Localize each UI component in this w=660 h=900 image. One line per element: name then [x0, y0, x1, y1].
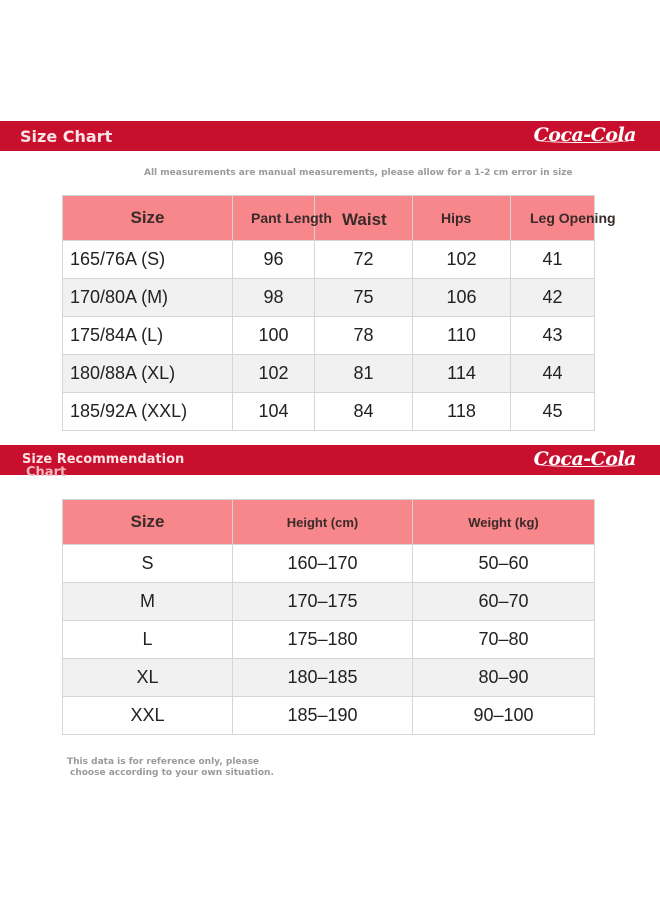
table-row	[63, 393, 595, 431]
table-row	[63, 355, 595, 393]
size-cell: 175/84A (L)	[63, 317, 233, 355]
size-chart-title: Size Chart	[20, 127, 113, 146]
table-row	[63, 279, 595, 317]
weight-cell: 60–70	[413, 583, 595, 621]
hips-cell: 114	[413, 355, 511, 393]
size-chart-banner	[0, 121, 660, 151]
brand-logo	[534, 124, 636, 146]
leg-opening-cell: 44	[511, 355, 595, 393]
reference-note-line2: choose according to your own situation.	[70, 768, 274, 778]
header-size: Size	[63, 500, 233, 545]
height-cell: 175–180	[233, 621, 413, 659]
recommendation-title-line2: Chart	[26, 465, 67, 480]
header-waist-label: Waist	[342, 210, 387, 229]
header-pant-length	[233, 196, 332, 241]
size-cell: 185/92A (XXL)	[63, 393, 233, 431]
leg-opening-cell: 41	[511, 241, 595, 279]
table-row	[63, 659, 595, 697]
size-cell: XL	[63, 659, 233, 697]
size-cell: 170/80A (M)	[63, 279, 233, 317]
pant-length-cell: 98	[233, 279, 315, 317]
pant-length-cell: 102	[233, 355, 315, 393]
hips-cell: 118	[413, 393, 511, 431]
waist-cell: 81	[315, 355, 413, 393]
recommendation-table	[62, 499, 595, 735]
waist-cell: 84	[315, 393, 413, 431]
leg-opening-cell: 45	[511, 393, 595, 431]
header-hips-label: Hips	[441, 210, 472, 226]
header-leg-opening	[511, 196, 616, 241]
weight-cell: 70–80	[413, 621, 595, 659]
recommendation-title-line1: Size Recommendation	[22, 452, 185, 467]
reference-note-line1: This data is for reference only, please	[67, 757, 260, 767]
size-cell: S	[63, 545, 233, 583]
table-row	[63, 545, 595, 583]
height-cell: 160–170	[233, 545, 413, 583]
recommendation-header-row	[63, 500, 595, 545]
header-pant-length-label: Pant Length	[251, 210, 332, 226]
waist-cell: 72	[315, 241, 413, 279]
hips-cell: 102	[413, 241, 511, 279]
table-row	[63, 621, 595, 659]
weight-cell: 90–100	[413, 697, 595, 735]
brand-logo-text: Coca-Cola	[533, 448, 636, 470]
table-row	[63, 697, 595, 735]
size-cell: XXL	[63, 697, 233, 735]
recommendation-title	[22, 453, 184, 479]
brand-logo	[534, 448, 636, 470]
header-size: Size	[63, 196, 233, 241]
size-chart-header-row	[63, 196, 595, 241]
table-row	[63, 241, 595, 279]
table-row	[63, 583, 595, 621]
pant-length-cell: 100	[233, 317, 315, 355]
hips-cell: 106	[413, 279, 511, 317]
reference-note	[67, 757, 274, 779]
brand-logo-text: Coca-Cola	[533, 124, 636, 146]
size-cell: 165/76A (S)	[63, 241, 233, 279]
table-row	[63, 317, 595, 355]
leg-opening-cell: 42	[511, 279, 595, 317]
header-leg-opening-label: Leg Opening	[530, 210, 616, 226]
weight-cell: 50–60	[413, 545, 595, 583]
recommendation-banner	[0, 445, 660, 480]
hips-cell: 110	[413, 317, 511, 355]
height-cell: 170–175	[233, 583, 413, 621]
pant-length-cell: 104	[233, 393, 315, 431]
header-height: Height (cm)	[233, 500, 413, 545]
size-cell: M	[63, 583, 233, 621]
waist-cell: 78	[315, 317, 413, 355]
size-cell: L	[63, 621, 233, 659]
size-cell: 180/88A (XL)	[63, 355, 233, 393]
weight-cell: 80–90	[413, 659, 595, 697]
height-cell: 185–190	[233, 697, 413, 735]
measurement-note: All measurements are manual measurements, please allow for a 1-2 cm error in size	[144, 168, 573, 178]
header-hips	[413, 196, 511, 241]
header-weight: Weight (kg)	[413, 500, 595, 545]
size-chart-table	[62, 195, 616, 431]
height-cell: 180–185	[233, 659, 413, 697]
pant-length-cell: 96	[233, 241, 315, 279]
leg-opening-cell: 43	[511, 317, 595, 355]
waist-cell: 75	[315, 279, 413, 317]
